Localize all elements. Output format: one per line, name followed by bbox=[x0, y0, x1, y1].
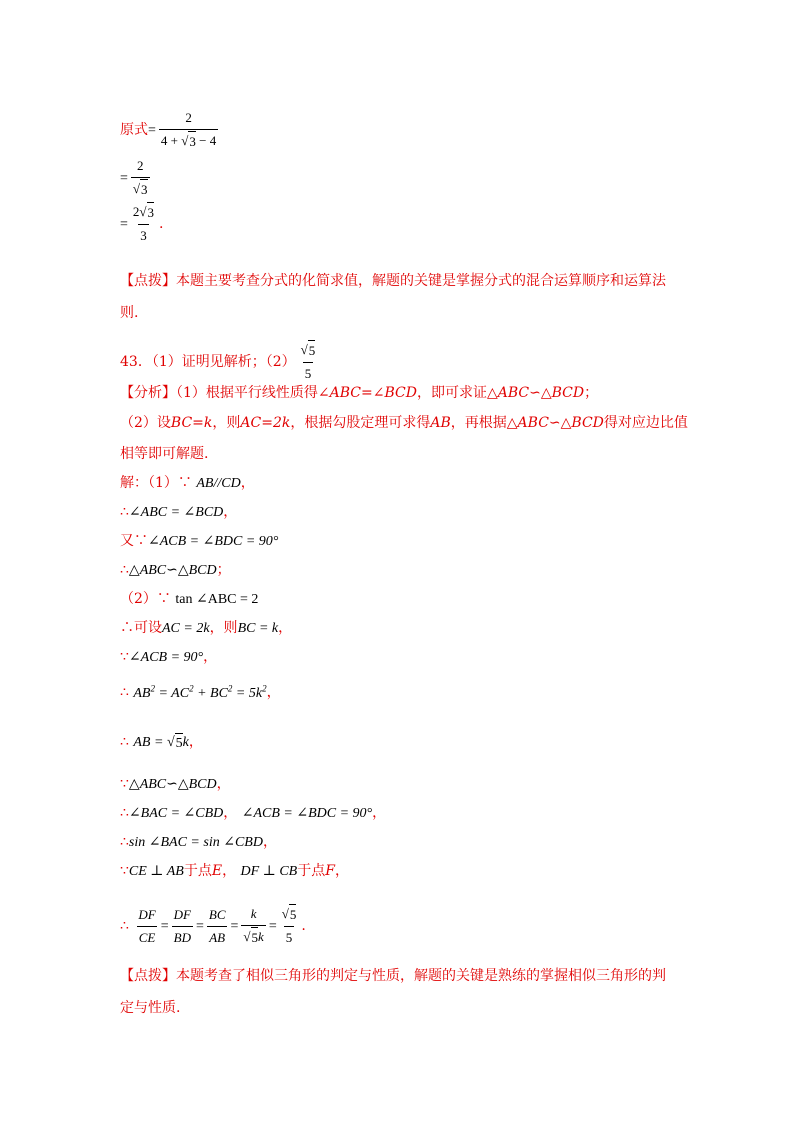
therefore-symbol: ∴ bbox=[120, 834, 129, 850]
step-12: ∴sin ∠BAC = sin ∠CBD， bbox=[120, 834, 277, 850]
tip-1-line-2: 则. bbox=[120, 305, 139, 321]
step-5: （2）∵ tan ∠ABC = 2 bbox=[120, 591, 259, 607]
tip-2-line-1: 【点拨】本题考查了相似三角形的判定与性质，解题的关键是熟练的掌握相似三角形的判 bbox=[120, 968, 666, 984]
step-7: ∵∠ACB = 90°， bbox=[120, 649, 218, 665]
fraction: $\frac{BC}{AB}$ bbox=[207, 905, 228, 948]
fraction: 2 4 + √ 3 − 4 bbox=[159, 108, 218, 152]
step-10: ∵△ABC∽△BCD， bbox=[120, 776, 231, 792]
fraction: $\frac{DF}{BD}$ bbox=[172, 905, 193, 948]
step-1: 解：（1）∵ AB//CD， bbox=[120, 475, 255, 491]
fraction: k √ 5 k bbox=[241, 904, 265, 948]
because-symbol: ∵ bbox=[120, 776, 129, 792]
expr-label: 原式 bbox=[120, 122, 148, 138]
therefore-symbol: ∴ bbox=[120, 684, 129, 701]
tip-2-line-2: 定与性质. bbox=[120, 1000, 181, 1016]
analysis-line-2: （2）设BC=k，则AC=2k，根据勾股定理可求得AB，再根据△ABC∽△BCD得对应边比值 bbox=[120, 415, 688, 431]
step-8: ∴ $AB^2 = AC^2 + BC^2 = 5k^2$， bbox=[120, 683, 281, 701]
therefore-symbol: ∴ bbox=[120, 562, 129, 578]
because-symbol: ∵ bbox=[134, 533, 148, 549]
step-2: ∴∠ABC = ∠BCD， bbox=[120, 504, 238, 520]
question-43: 43．（1）证明见解析；（2） √ 5 5 bbox=[120, 340, 320, 384]
therefore-symbol: ∴ bbox=[120, 734, 129, 750]
because-symbol: ∵ bbox=[120, 863, 129, 879]
fraction: √ 5 5 bbox=[299, 340, 318, 384]
tip-1-line-1: 【点拨】本题主要考查分式的化简求值，解题的关键是掌握分式的混合运算顺序和运算法 bbox=[120, 273, 666, 289]
because-symbol: ∵ bbox=[120, 649, 129, 665]
step-11: ∴∠BAC = ∠CBD， ∠ACB = ∠BDC = 90°， bbox=[120, 805, 387, 821]
expr-line-1: 原式= 2 4 + √ 3 − 4 bbox=[120, 108, 221, 152]
step-4: ∴△ABC∽△BCD； bbox=[120, 562, 231, 578]
because-symbol: ∵ bbox=[177, 475, 192, 491]
expr-line-3: = 2 √ 3 3 . bbox=[120, 202, 164, 246]
fraction: √ 5 5 bbox=[280, 904, 299, 948]
therefore-symbol: ∴ bbox=[120, 918, 129, 934]
step-13: ∵CE ⊥ AB于点E， DF ⊥ CB于点F， bbox=[120, 863, 349, 879]
step-9: ∴ AB = √ 5 k， bbox=[120, 732, 203, 754]
fraction: $\frac{DF}{CE}$ bbox=[136, 905, 157, 948]
step-6: ∴可设AC = 2k，则BC = k， bbox=[120, 620, 293, 636]
expr-line-2: = 2 √ 3 bbox=[120, 156, 153, 200]
therefore-symbol: ∴ bbox=[120, 504, 129, 520]
because-symbol: ∵ bbox=[156, 591, 171, 607]
therefore-symbol: ∴ bbox=[120, 805, 129, 821]
analysis-line-1: 【分析】（1）根据平行线性质得∠ABC=∠BCD，即可求证△ABC∽△BCD； bbox=[120, 385, 599, 401]
fraction: 2 √ 3 3 bbox=[131, 202, 156, 246]
step-3: 又∵∠ACB = ∠BDC = 90° bbox=[120, 533, 279, 549]
analysis-line-3: 相等即可解题. bbox=[120, 446, 209, 462]
fraction: 2 √ 3 bbox=[131, 156, 150, 200]
step-14: ∴ $\frac{DF}{CE}$ = $\frac{DF}{BD}$ = $\frac{BC}{AB}$ = k √ 5 k = √ 5 5 . bbox=[120, 904, 306, 948]
therefore-symbol: ∴ bbox=[120, 620, 134, 636]
